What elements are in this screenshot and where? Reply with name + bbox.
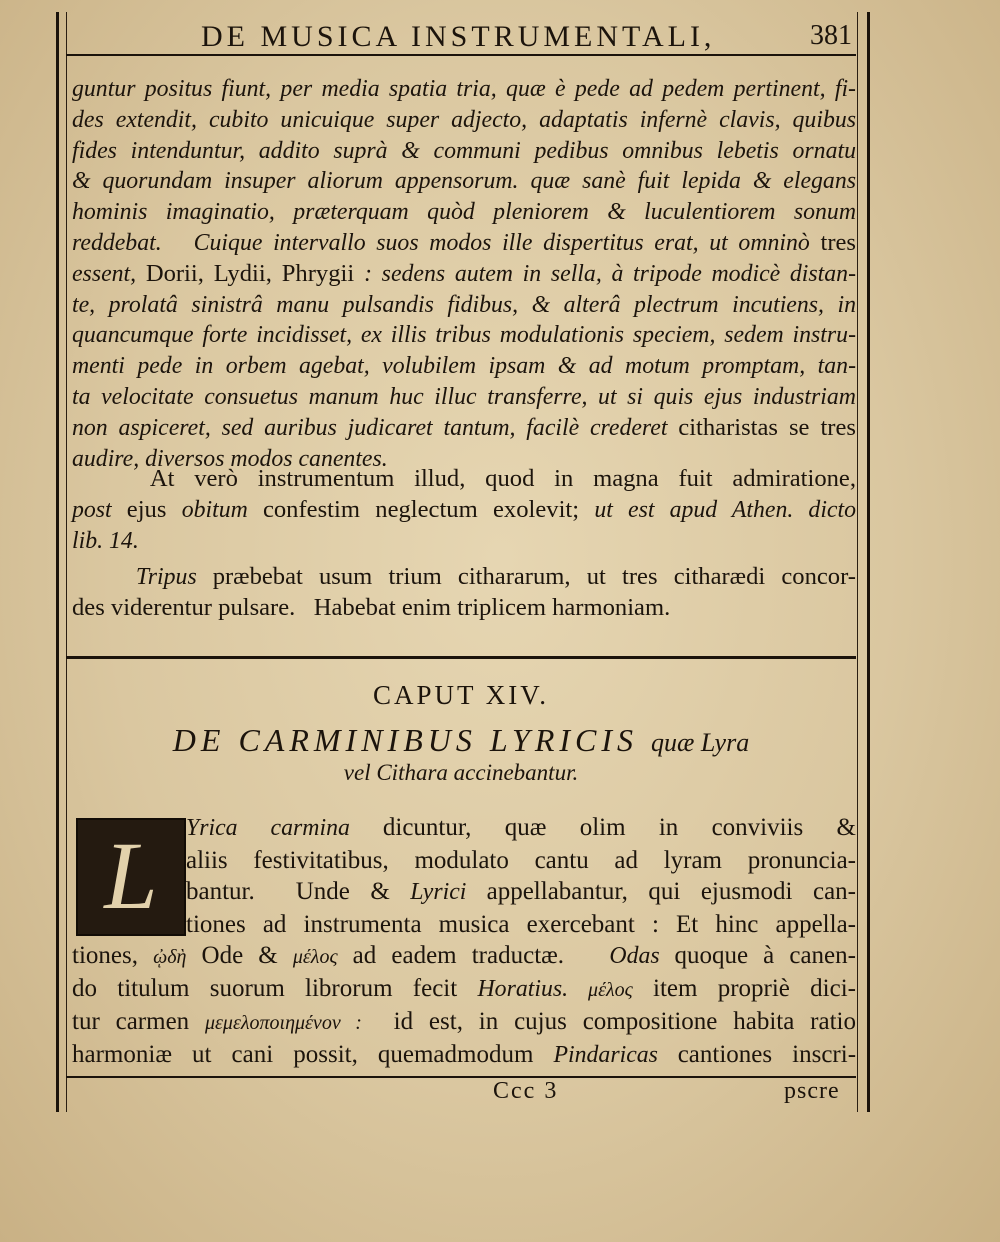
text-segment: des viderentur pulsare. Habebat enim triplicem harmoniam. <box>72 593 671 621</box>
decorated-initial-letter: L <box>104 822 158 929</box>
running-head-title: DE MUSICA INSTRUMENTALI, <box>201 20 716 53</box>
text-line <box>72 413 856 444</box>
text-segment: : sedens autem in sella, à tripode modicè distan- <box>364 260 857 287</box>
text-line <box>72 197 856 228</box>
text-line <box>72 973 856 1006</box>
text-segment: menti pede in orbem agebat, volubilem ipsam & ad motum promptam, tan- <box>72 353 856 380</box>
text-segment: audire, diversos modos canentes. <box>72 445 388 472</box>
text-segment: post <box>72 496 127 523</box>
text-line <box>72 593 856 624</box>
greek-word: ᾠδὴ <box>153 946 187 968</box>
running-head <box>66 14 856 56</box>
chapter-title-tail: quæ Lyra <box>651 728 750 757</box>
text-segment: lib. 14. <box>72 527 139 554</box>
text-line <box>186 845 856 877</box>
decorated-initial-icon <box>76 818 186 936</box>
text-segment: ad eadem traductæ. <box>337 942 610 969</box>
catchword: pscre <box>784 1078 840 1104</box>
text-segment: quoque à canen- <box>674 942 856 969</box>
text-line <box>72 166 856 197</box>
text-segment: tur carmen <box>72 1008 206 1035</box>
text-segment: tres <box>820 228 856 256</box>
text-block-lyric-rest <box>72 940 856 1071</box>
greek-word: μέλος <box>588 979 633 1001</box>
text-segment: dicuntur, quæ olim in conviviis & <box>382 814 856 841</box>
text-segment: aliis festivitatibus, modulato cantu ad lyram pronuncia- <box>186 846 856 874</box>
text-segment: tiones, <box>72 942 154 969</box>
text-segment: ta velocitate consuetus manum huc illuc transferre, ut si quis ejus industriam <box>72 383 856 410</box>
text-line <box>72 351 856 382</box>
text-segment: obitum <box>181 496 263 523</box>
text-segment: Ode & <box>186 942 293 969</box>
text-segment: Pindaricas <box>553 1042 678 1068</box>
text-segment: harmoniæ ut cani possit, quemadmodum <box>72 1041 554 1068</box>
text-segment: des extendit, cubito unicuique super adjecto, adaptatis infernè clavis, quibus <box>72 106 856 133</box>
text-segment: confestim neglectum exolevit; <box>262 495 595 523</box>
text-line <box>186 876 856 909</box>
text-segment: Lyrici <box>410 879 487 905</box>
text-line <box>72 940 856 973</box>
text-line <box>186 909 856 941</box>
text-line <box>72 464 856 495</box>
text-segment: ejus <box>126 495 182 523</box>
text-segment: quancumque forte incidisset, ex illis tribus modulationis speciem, sedem instru- <box>72 322 856 349</box>
text-segment: tiones ad instrumenta musica exercebant : Et hinc appella- <box>186 910 856 938</box>
footer-rule <box>66 1076 856 1078</box>
text-line <box>72 259 856 290</box>
greek-word: μέλος <box>292 946 338 968</box>
text-line <box>72 382 856 413</box>
text-line <box>72 495 856 526</box>
text-segment: fides intenduntur, addito suprà & communi pedibus omnibus lebetis ornatu <box>72 137 856 164</box>
text-segment: ut est apud Athen. dicto <box>594 496 857 523</box>
text-segment: essent, <box>72 260 146 287</box>
text-segment: do titulum suorum librorum fecit <box>72 975 478 1002</box>
page-number: 381 <box>810 20 852 51</box>
text-segment: item propriè dici- <box>632 975 856 1002</box>
text-segment: præbebat usum trium cithararum, ut tres citharædi concor- <box>212 563 856 590</box>
signature-mark: Ccc 3 <box>493 1078 559 1104</box>
text-segment: id est, in cujus compositione habita ratio <box>361 1008 856 1035</box>
text-block-tripod-description <box>72 74 856 474</box>
greek-word: μεμελοποιημένον : <box>205 1012 362 1034</box>
text-segment: hominis imaginatio, præterquam quòd pleniorem & luculentiorem sonum <box>72 199 856 226</box>
text-segment: Odas <box>609 943 675 969</box>
text-segment: bantur. Unde & <box>186 878 411 905</box>
text-line <box>72 320 856 351</box>
text-line <box>72 74 856 105</box>
text-line <box>72 526 856 557</box>
text-block-tripus <box>72 562 856 624</box>
text-line <box>186 812 856 845</box>
chapter-label: CAPUT XIV. <box>372 680 550 710</box>
text-block-instrument-neglect <box>72 464 856 556</box>
text-block-lyric-first <box>186 812 856 940</box>
text-line <box>72 1039 856 1071</box>
text-segment: Dorii, Lydii, Phrygii <box>145 259 365 287</box>
text-line <box>72 290 856 321</box>
text-segment: guntur positus fiunt, per media spatia tria, quæ è pede ad pedem pertinent, fi- <box>72 76 856 102</box>
text-segment: Yrica carmina <box>186 815 383 841</box>
text-segment: te, prolatâ sinistrâ manu pulsandis fidibus, & alterâ plectrum incutiens, in <box>72 291 856 318</box>
text-segment: Tripus <box>72 564 213 590</box>
text-segment: & quorundam insuper aliorum appensorum. quæ sanè fuit lepida & elegans <box>72 168 856 195</box>
chapter-title-main: DE CARMINIBUS LYRICIS <box>172 722 639 758</box>
chapter-subtitle: vel Cithara accinebantur. <box>343 760 579 785</box>
text-segment: Horatius. <box>477 976 589 1002</box>
section-divider-rule <box>66 656 856 659</box>
text-segment: At verò instrumentum illud, quod in magna fuit admiratione, <box>72 465 856 492</box>
text-segment: reddebat. Cuique intervallo suos modos ille dispertitus erat, ut omninò <box>72 229 821 256</box>
text-line <box>72 228 856 259</box>
text-line <box>72 562 856 593</box>
text-line <box>72 1006 856 1039</box>
chapter-title <box>66 722 856 759</box>
text-line <box>72 105 856 136</box>
text-segment: cantiones inscri- <box>677 1041 857 1068</box>
text-line <box>72 136 856 167</box>
text-segment: appellabantur, qui ejusmodi can- <box>486 878 856 905</box>
text-segment: non aspiceret, sed auribus judicaret tantum, facilè crederet <box>72 414 679 441</box>
text-segment: citharistas se tres <box>678 413 856 441</box>
